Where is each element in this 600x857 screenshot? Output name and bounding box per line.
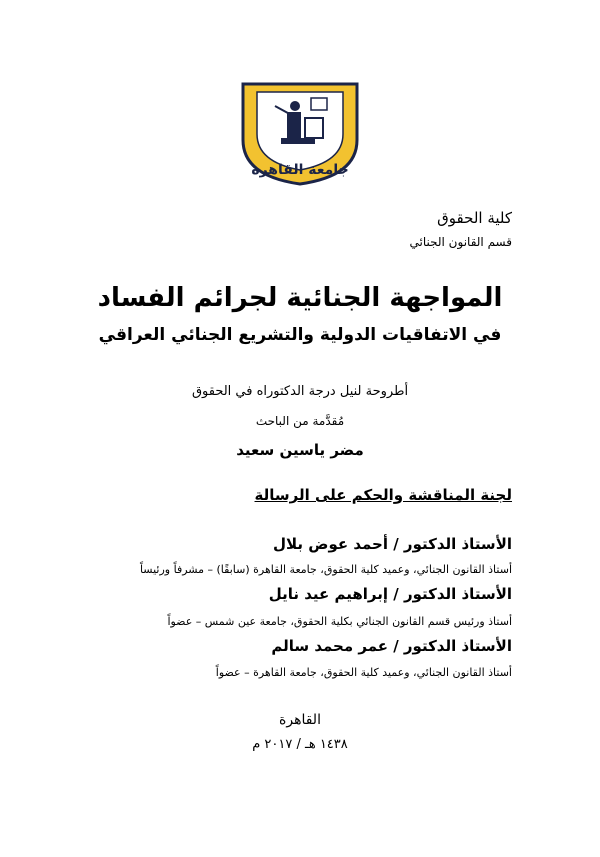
thesis-subtitle: في الاتفاقيات الدولية والتشريع الجنائي العراقي [98,325,502,345]
committee-member-role: أستاذ القانون الجنائي، وعميد كلية الحقوق، جامعة القاهرة (سابقًا) – مشرفاً ورئيساً [139,563,512,576]
date-text: ١٤٣٨ هـ / ٢٠١٧ م [252,737,348,752]
committee-heading: لجنة المناقشة والحكم على الرسالة [254,486,512,504]
committee-member-name: الأستاذ الدكتور / إبراهيم عيد نايل [268,585,512,603]
committee-member-role: أستاذ القانون الجنائي، وعميد كلية الحقوق، جامعة القاهرة – عضواً [215,666,512,679]
committee-member-name: الأستاذ الدكتور / أحمد عوض بلال [273,535,512,553]
committee-member-role: أستاذ ورئيس قسم القانون الجنائي بكلية الحقوق، جامعة عين شمس – عضواً [167,615,512,628]
thesis-title: المواجهة الجنائية لجرائم الفساد [97,283,503,313]
city-name: القاهرة [279,712,321,728]
committee-member-name: الأستاذ الدكتور / عمر محمد سالم [271,637,512,655]
degree-note: أطروحة لنيل درجة الدكتوراه في الحقوق [191,384,409,399]
logo-text: جامعة القاهرة [251,162,349,178]
department-name: قسم القانون الجنائي [409,235,512,249]
researcher-name: مضر ياسين سعيد [236,441,364,459]
presented-by-label: مُقدَّمة من الباحث [255,414,345,428]
faculty-name: كلية الحقوق [437,209,512,227]
